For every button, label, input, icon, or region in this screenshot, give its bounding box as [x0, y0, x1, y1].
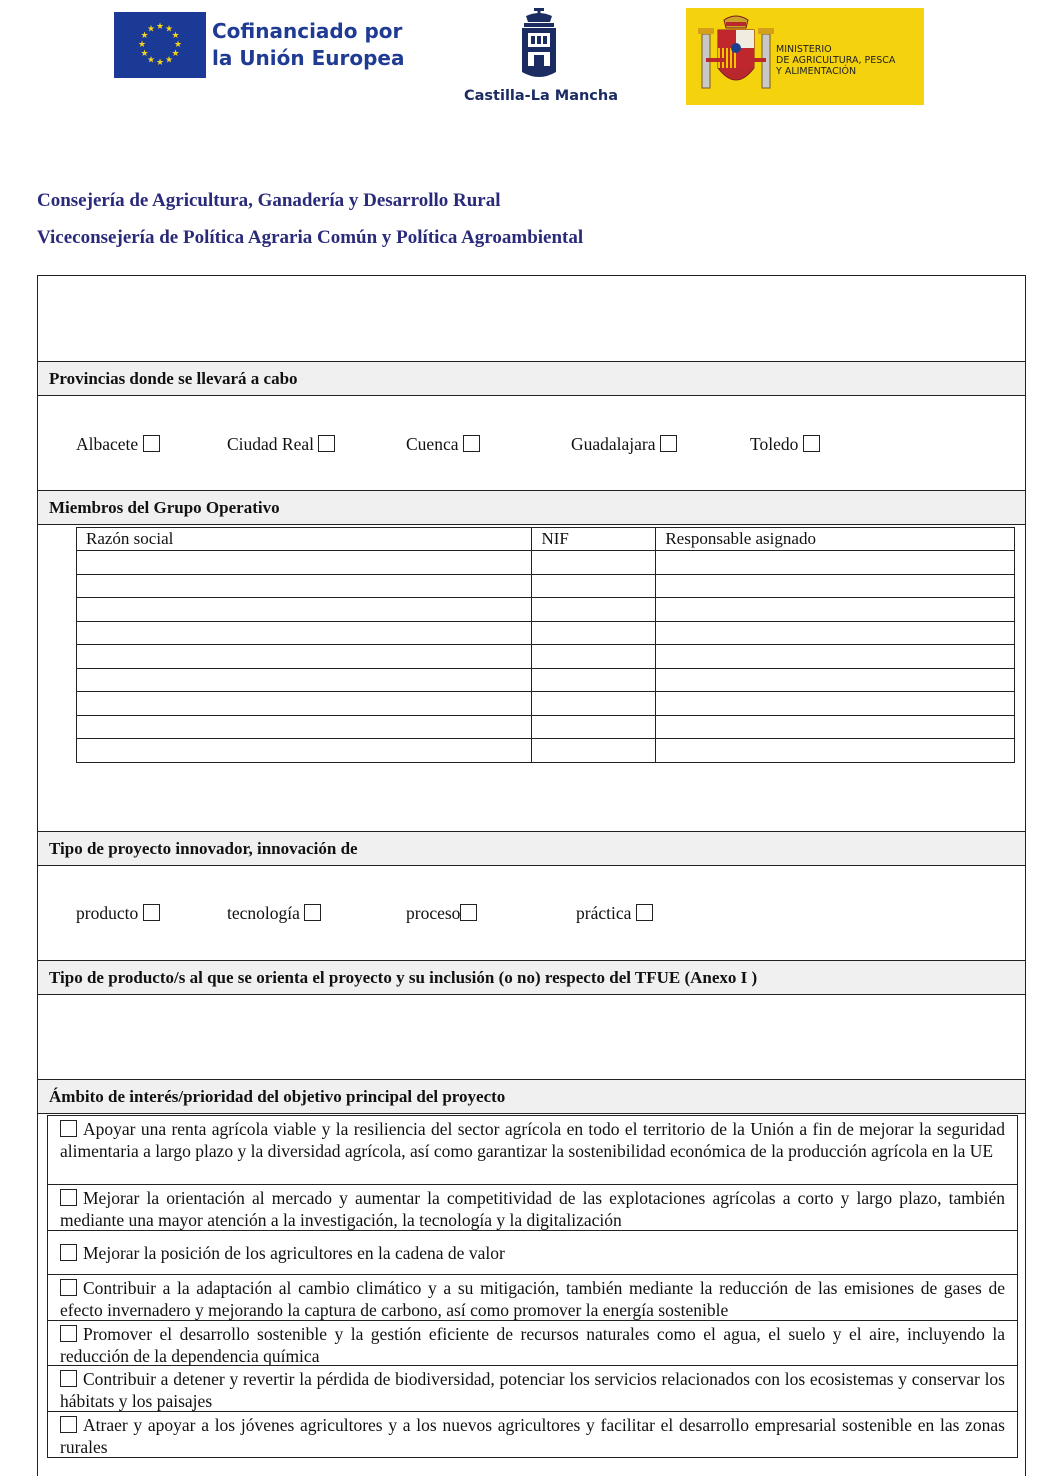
ministry-line3: Y ALIMENTACIÓN	[776, 66, 857, 77]
checkbox[interactable]	[143, 904, 160, 921]
checkbox[interactable]	[60, 1189, 77, 1206]
project-type-label: proceso	[406, 903, 461, 923]
eu-logo-text	[212, 18, 404, 72]
table-cell[interactable]	[532, 668, 656, 692]
objective-item[interactable]	[48, 1116, 1017, 1185]
members-section-title: Miembros del Grupo Operativo	[38, 490, 1025, 525]
province-label: Guadalajara	[571, 434, 656, 454]
objective-text: Promover el desarrollo sostenible y la gestión eficiente de recursos naturales como el agua, el suelo y el aire, incluyendo la reducción de la dependencia química	[60, 1324, 1005, 1366]
objective-text: Atraer y apoyar a los jóvenes agricultores y a los nuevos agricultores y facilitar el desarrollo empresarial sostenible en las zonas rurales	[60, 1415, 1005, 1457]
vice-department-heading: Viceconsejería de Política Agraria Común y Política Agroambiental	[37, 227, 584, 248]
eu-flag-icon	[114, 12, 206, 78]
table-cell[interactable]	[77, 621, 532, 645]
table-cell[interactable]	[656, 645, 1015, 669]
table-cell[interactable]	[77, 645, 532, 669]
project-type-option-producto[interactable]	[76, 903, 160, 924]
province-option-toledo[interactable]	[750, 434, 820, 455]
objective-text: Contribuir a detener y revertir la pérdida de biodiversidad, potenciar los servicios relacionados con los ecosistemas y conservar los hábitats y los paisajes	[60, 1369, 1005, 1411]
svg-text:★: ★	[171, 31, 180, 41]
blank-header-field[interactable]	[38, 276, 1025, 361]
table-cell[interactable]	[656, 621, 1015, 645]
members-table	[76, 527, 1015, 763]
table-cell[interactable]	[532, 598, 656, 622]
province-option-ciudad-real[interactable]	[227, 434, 335, 455]
checkbox[interactable]	[60, 1325, 77, 1342]
svg-text:★: ★	[137, 40, 147, 50]
province-option-albacete[interactable]	[76, 434, 160, 455]
svg-text:★: ★	[140, 49, 149, 59]
department-heading: Consejería de Agricultura, Ganadería y Desarrollo Rural	[37, 190, 501, 211]
project-type-label: práctica	[576, 903, 632, 923]
table-header-row	[77, 528, 1015, 551]
objective-text: Contribuir a la adaptación al cambio climático y a su mitigación, también mediante la reducción de las emisiones de gases de efecto invernadero y mejorando la captura de carbono, así como promover la energía sostenible	[60, 1278, 1005, 1320]
table-cell[interactable]	[656, 715, 1015, 739]
table-cell[interactable]	[532, 715, 656, 739]
checkbox[interactable]	[463, 435, 480, 452]
eu-logo-line1: Cofinanciado por	[212, 19, 403, 43]
province-label: Albacete	[76, 434, 139, 454]
table-cell[interactable]	[77, 715, 532, 739]
table-cell[interactable]	[532, 692, 656, 716]
objective-item[interactable]	[48, 1275, 1017, 1321]
checkbox[interactable]	[60, 1120, 77, 1137]
checkbox[interactable]	[460, 904, 477, 921]
province-option-guadalajara[interactable]	[571, 434, 677, 455]
table-cell[interactable]	[532, 551, 656, 575]
column-header-responsable: Responsable asignado	[656, 528, 1015, 551]
checkbox[interactable]	[636, 904, 653, 921]
ministry-line1: MINISTERIO	[776, 44, 832, 55]
project-type-option-practica[interactable]	[576, 903, 653, 924]
provinces-section-title: Provincias donde se llevará a cabo	[38, 361, 1025, 396]
table-cell[interactable]	[532, 739, 656, 763]
project-type-label: producto	[76, 903, 139, 923]
svg-text:★: ★	[164, 55, 174, 66]
table-cell[interactable]	[77, 668, 532, 692]
table-cell[interactable]	[656, 574, 1015, 598]
table-row	[77, 668, 1015, 692]
svg-text:★: ★	[155, 58, 165, 68]
svg-text:★: ★	[146, 24, 156, 35]
table-cell[interactable]	[656, 598, 1015, 622]
checkbox[interactable]	[60, 1244, 77, 1261]
province-label: Ciudad Real	[227, 434, 314, 454]
svg-text:★: ★	[164, 24, 174, 35]
table-row	[77, 645, 1015, 669]
objective-item[interactable]	[48, 1321, 1017, 1366]
table-row	[77, 551, 1015, 575]
objective-item[interactable]	[48, 1366, 1017, 1412]
checkbox[interactable]	[143, 435, 160, 452]
objective-text: Mejorar la orientación al mercado y aumentar la competitividad de las explotaciones agrícolas a corto y largo plazo, también mediante una mayor atención a la investigación, la tecnología y la digitalización	[60, 1188, 1005, 1230]
column-header-razon-social: Razón social	[77, 528, 532, 551]
table-cell[interactable]	[77, 739, 532, 763]
objective-item[interactable]	[48, 1231, 1017, 1275]
table-cell[interactable]	[532, 621, 656, 645]
clm-logo-text: Castilla-La Mancha	[464, 88, 619, 104]
objective-item[interactable]	[48, 1185, 1017, 1231]
project-type-section-title: Tipo de proyecto innovador, innovación de	[38, 831, 1025, 866]
table-cell[interactable]	[77, 551, 532, 575]
table-row	[77, 621, 1015, 645]
spain-coat-of-arms-icon	[696, 14, 776, 99]
scope-section-title: Ámbito de interés/prioridad del objetivo principal del proyecto	[38, 1079, 1025, 1114]
province-label: Cuenca	[406, 434, 459, 454]
ministry-logo	[686, 8, 924, 105]
table-cell[interactable]	[656, 692, 1015, 716]
province-option-cuenca[interactable]	[406, 434, 480, 455]
castle-icon	[464, 8, 614, 86]
project-type-label: tecnología	[227, 903, 300, 923]
project-type-option-proceso[interactable]	[406, 903, 477, 924]
objective-text: Mejorar la posición de los agricultores en la cadena de valor	[83, 1243, 505, 1263]
svg-text:★: ★	[171, 49, 180, 59]
eu-logo-line2: la Unión Europea	[212, 46, 405, 70]
province-label: Toledo	[750, 434, 799, 454]
checkbox[interactable]	[60, 1279, 77, 1296]
table-cell[interactable]	[656, 551, 1015, 575]
table-row	[77, 598, 1015, 622]
eu-cofinancing-logo	[114, 12, 404, 80]
product-type-section-title: Tipo de producto/s al que se orienta el proyecto y su inclusión (o no) respecto del TFUE (Anexo I )	[38, 960, 1025, 995]
ministry-logo-text	[776, 44, 895, 77]
svg-text:★: ★	[140, 31, 149, 41]
castilla-la-mancha-logo	[464, 8, 619, 108]
checkbox[interactable]	[803, 435, 820, 452]
table-row	[77, 692, 1015, 716]
table-cell[interactable]	[532, 574, 656, 598]
application-form	[37, 275, 1026, 1476]
table-cell[interactable]	[77, 574, 532, 598]
column-header-nif: NIF	[532, 528, 656, 551]
table-row	[77, 715, 1015, 739]
svg-text:★: ★	[173, 40, 183, 50]
svg-text:★: ★	[155, 22, 165, 32]
svg-text:★: ★	[146, 55, 156, 66]
table-cell[interactable]	[77, 598, 532, 622]
product-type-field[interactable]	[38, 995, 1025, 1079]
table-cell[interactable]	[656, 739, 1015, 763]
table-cell[interactable]	[77, 692, 532, 716]
table-cell[interactable]	[656, 668, 1015, 692]
checkbox[interactable]	[318, 435, 335, 452]
objectives-list	[47, 1115, 1018, 1458]
checkbox[interactable]	[304, 904, 321, 921]
checkbox[interactable]	[60, 1416, 77, 1433]
project-type-option-tecnologia[interactable]	[227, 903, 321, 924]
objective-item[interactable]	[48, 1412, 1017, 1458]
checkbox[interactable]	[60, 1370, 77, 1387]
table-cell[interactable]	[532, 645, 656, 669]
checkbox[interactable]	[660, 435, 677, 452]
table-row	[77, 574, 1015, 598]
ministry-line2: DE AGRICULTURA, PESCA	[776, 55, 896, 66]
objective-text: Apoyar una renta agrícola viable y la resiliencia del sector agrícola en todo el territorio de la Unión a fin de mejorar la seguridad alimentaria a largo plazo y la diversidad agrícola, así como garantizar la sostenibilidad económica de la producción agrícola en la UE	[60, 1119, 1005, 1161]
table-row	[77, 739, 1015, 763]
